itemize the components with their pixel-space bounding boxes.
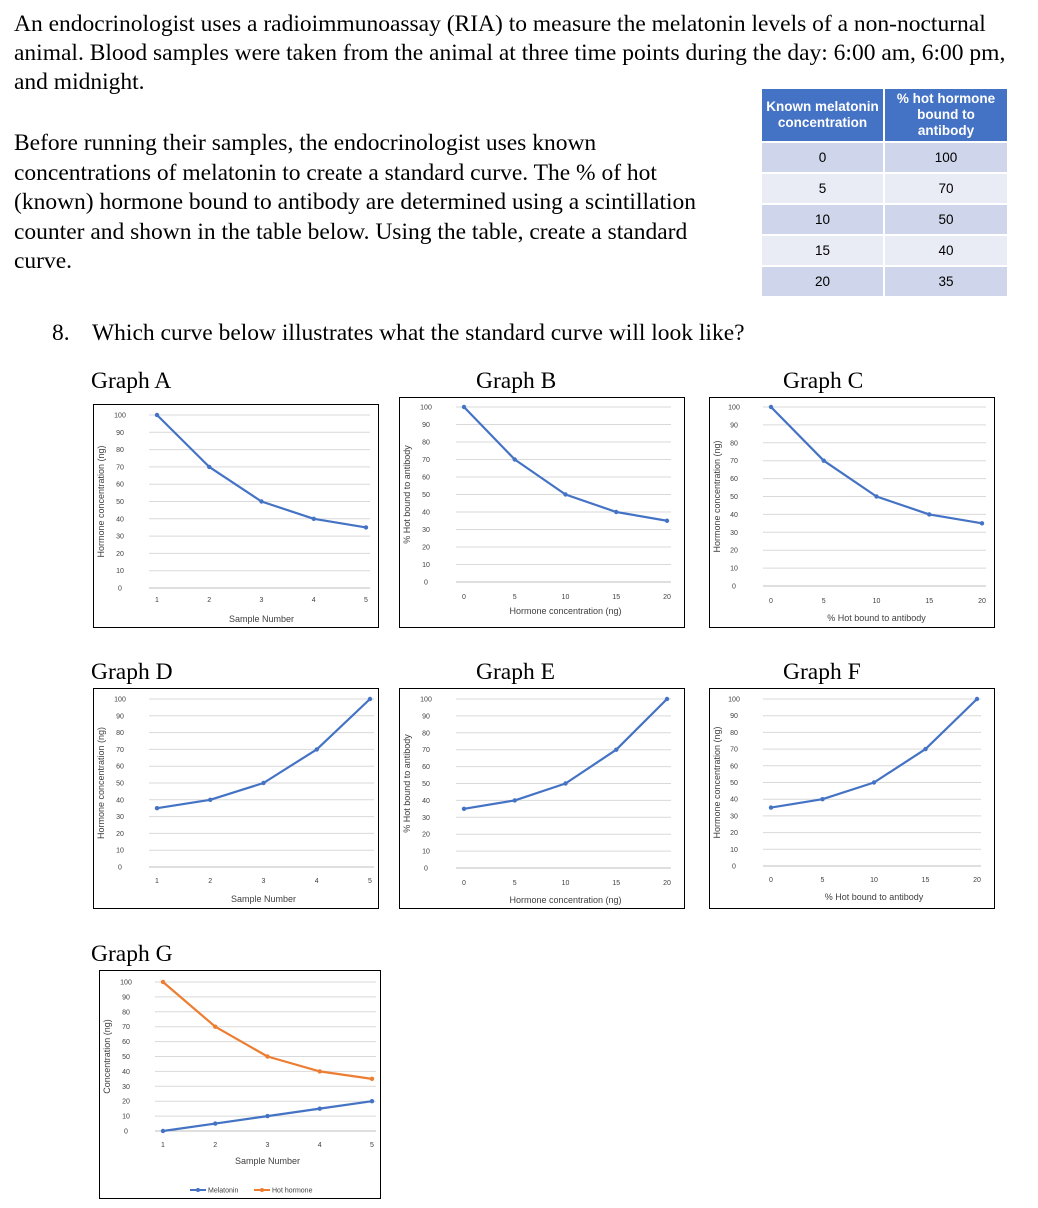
y-tick-label: 100	[420, 696, 432, 704]
y-axis-title: Concentration (ng)	[102, 1019, 112, 1094]
y-tick-label: 30	[422, 814, 430, 822]
data-point	[213, 1025, 217, 1029]
x-tick-label: 15	[925, 598, 934, 605]
y-tick-label: 10	[422, 848, 430, 856]
graph-e-title: Graph E	[476, 659, 555, 685]
y-tick-label: 100	[114, 412, 126, 420]
data-point	[872, 780, 876, 784]
y-tick-label: 20	[122, 1098, 130, 1106]
y-tick-label: 100	[420, 404, 432, 412]
x-tick-label: 10	[870, 877, 878, 884]
data-point	[563, 781, 567, 785]
y-axis-title: % Hot bound to antibody	[402, 445, 412, 544]
table-cell: 100	[885, 143, 1007, 172]
data-point	[318, 1069, 322, 1073]
data-point	[614, 748, 618, 752]
data-point	[207, 465, 211, 469]
y-tick-label: 30	[730, 529, 738, 537]
x-tick-label: 10	[872, 598, 881, 605]
table-row	[762, 143, 1007, 172]
table-cell: 70	[885, 174, 1007, 203]
x-axis-title: Hormone concentration (ng)	[509, 606, 622, 616]
table-row	[762, 236, 1007, 265]
y-tick-label: 90	[122, 994, 130, 1002]
x-tick-label: 20	[663, 594, 671, 601]
x-axis-title: Hormone concentration (ng)	[509, 895, 622, 905]
data-point	[259, 499, 263, 503]
x-tick-label: 20	[978, 598, 986, 605]
x-tick-label: 1	[155, 878, 159, 885]
table-cell: 5	[762, 174, 883, 203]
y-tick-label: 0	[732, 583, 736, 591]
legend-marker	[196, 1188, 200, 1192]
y-tick-label: 60	[116, 763, 124, 771]
x-tick-label: 20	[663, 880, 671, 887]
x-tick-label: 10	[561, 880, 570, 887]
graph-f-title: Graph F	[783, 659, 861, 685]
y-tick-label: 100	[114, 696, 126, 704]
x-tick-label: 2	[208, 878, 213, 885]
data-point	[665, 519, 669, 523]
standard-curve-instructions: Before running their samples, the endocrinologist uses known concentrations of melatonin to create a standard curve. The % of hot (known) hormone bound to antibody are determined using a scintillation counter and shown in the table below. Using the table, create a standard curve.	[14, 130, 697, 275]
data-point	[513, 457, 517, 461]
y-tick-label: 80	[116, 730, 124, 738]
y-tick-label: 40	[422, 797, 430, 805]
question-number: 8.	[52, 320, 70, 346]
x-axis-title: % Hot bound to antibody	[824, 892, 924, 902]
graph-b-chart	[399, 397, 685, 628]
y-tick-label: 50	[116, 780, 124, 788]
y-tick-label: 50	[122, 1054, 130, 1061]
y-tick-label: 30	[116, 533, 124, 541]
y-tick-label: 0	[118, 585, 122, 593]
data-point	[874, 494, 878, 498]
data-point	[975, 697, 979, 701]
graph-f-chart	[709, 688, 995, 909]
x-tick-label: 5	[820, 877, 825, 884]
x-tick-label: 0	[769, 877, 773, 884]
graph-c-title: Graph C	[783, 368, 864, 394]
y-tick-label: 50	[730, 780, 738, 787]
y-tick-label: 90	[116, 429, 124, 437]
y-tick-label: 0	[118, 864, 122, 872]
graph-c-chart	[709, 397, 995, 628]
x-tick-label: 5	[364, 597, 368, 604]
y-tick-label: 30	[116, 814, 124, 822]
x-tick-label: 15	[612, 880, 621, 887]
table-row	[762, 174, 1007, 203]
x-tick-label: 3	[259, 597, 264, 604]
y-tick-label: 0	[424, 579, 428, 587]
y-tick-label: 20	[116, 830, 124, 838]
y-tick-label: 90	[422, 422, 430, 429]
y-tick-label: 0	[732, 863, 736, 871]
y-tick-label: 80	[122, 1009, 130, 1017]
y-tick-label: 80	[422, 439, 430, 447]
y-tick-label: 40	[422, 509, 430, 517]
graph-e-chart	[399, 688, 685, 909]
y-tick-label: 90	[730, 422, 738, 430]
y-tick-label: 40	[122, 1068, 130, 1076]
x-tick-label: 5	[368, 878, 372, 885]
y-tick-label: 10	[122, 1113, 130, 1121]
table-cell: 10	[762, 205, 883, 234]
y-tick-label: 90	[422, 713, 430, 721]
data-point	[312, 517, 316, 521]
table-cell: 15	[762, 236, 883, 265]
data-point	[368, 697, 372, 701]
y-tick-label: 0	[124, 1128, 128, 1136]
x-tick-label: 5	[512, 880, 517, 887]
y-tick-label: 20	[116, 550, 124, 558]
y-tick-label: 80	[422, 730, 430, 738]
x-tick-label: 0	[462, 594, 466, 601]
x-tick-label: 15	[612, 594, 621, 601]
y-tick-label: 70	[122, 1024, 130, 1032]
y-axis-title: Hormone concentration (ng)	[96, 445, 106, 558]
graph-d-chart	[93, 688, 379, 909]
data-point	[370, 1077, 374, 1081]
data-point	[462, 405, 466, 409]
y-tick-label: 50	[422, 781, 430, 788]
y-tick-label: 50	[730, 494, 738, 501]
graph-a-chart	[93, 404, 379, 628]
data-point	[614, 510, 618, 514]
y-tick-label: 30	[422, 527, 430, 534]
data-point	[563, 492, 567, 496]
y-tick-label: 30	[122, 1083, 130, 1091]
data-point	[318, 1106, 322, 1110]
table-cell: 40	[885, 236, 1007, 265]
y-tick-label: 90	[116, 713, 124, 721]
y-tick-label: 50	[116, 499, 124, 506]
x-tick-label: 2	[207, 597, 212, 604]
y-axis-title: % Hot bound to antibody	[402, 734, 412, 833]
question-8	[52, 320, 745, 347]
data-point	[462, 807, 466, 811]
y-tick-label: 10	[116, 568, 124, 576]
data-point	[927, 512, 931, 516]
y-tick-label: 40	[116, 516, 124, 524]
data-point	[265, 1054, 269, 1058]
graph-g-chart	[99, 970, 381, 1199]
data-point	[769, 405, 773, 409]
y-tick-label: 60	[422, 474, 430, 482]
y-tick-label: 70	[422, 747, 430, 755]
x-tick-label: 3	[261, 878, 266, 885]
data-point	[769, 805, 773, 809]
y-tick-label: 100	[728, 404, 740, 412]
y-tick-label: 60	[730, 476, 738, 484]
table-row	[762, 205, 1007, 234]
y-tick-label: 60	[122, 1039, 130, 1047]
data-point	[208, 798, 212, 802]
y-tick-label: 100	[120, 979, 132, 987]
y-tick-label: 40	[730, 796, 738, 804]
x-axis-title: Sample Number	[230, 894, 297, 904]
data-point	[315, 747, 319, 751]
y-tick-label: 70	[422, 457, 430, 464]
y-tick-label: 70	[730, 746, 738, 754]
graph-b-title: Graph B	[476, 368, 557, 394]
y-tick-label: 20	[422, 831, 430, 839]
table-cell: 50	[885, 205, 1007, 234]
question-text: Which curve below illustrates what the standard curve will look like?	[92, 320, 745, 346]
y-tick-label: 80	[730, 440, 738, 448]
graph-d-title: Graph D	[91, 659, 173, 685]
data-point	[161, 980, 165, 984]
intro-paragraph: An endocrinologist uses a radioimmunoassay (RIA) to measure the melatonin levels of a non-nocturnal animal. Blood samples were taken from the animal at three time points during the day: 6:00 am, 6:00 pm, and midnight.	[14, 11, 1006, 95]
table-cell: 35	[885, 267, 1007, 296]
y-tick-label: 10	[422, 562, 430, 569]
table-header-hot-hormone-bound: % hot hormone bound to antibody	[885, 89, 1007, 141]
table-row	[762, 267, 1007, 296]
x-tick-label: 0	[462, 880, 466, 887]
data-point	[980, 521, 984, 525]
graph-a-title: Graph A	[91, 368, 172, 394]
y-tick-label: 10	[730, 846, 738, 854]
y-tick-label: 80	[730, 729, 738, 737]
y-tick-label: 30	[730, 813, 738, 821]
table-cell: 20	[762, 267, 883, 296]
x-tick-label: 4	[317, 1142, 322, 1149]
y-tick-label: 60	[422, 764, 430, 772]
x-tick-label: 5	[821, 598, 826, 605]
y-tick-label: 10	[730, 565, 738, 573]
x-tick-label: 3	[265, 1142, 270, 1149]
data-point	[822, 459, 826, 463]
y-tick-label: 10	[116, 847, 124, 855]
data-point	[820, 797, 824, 801]
data-point	[155, 806, 159, 810]
x-tick-label: 15	[921, 877, 930, 884]
y-tick-label: 70	[116, 746, 124, 754]
data-point	[161, 1129, 165, 1133]
y-tick-label: 60	[116, 481, 124, 489]
x-tick-label: 4	[311, 597, 316, 604]
data-point	[364, 525, 368, 529]
y-tick-label: 70	[730, 458, 738, 466]
data-point	[513, 798, 517, 802]
y-tick-label: 80	[116, 447, 124, 455]
graph-g-title: Graph G	[91, 941, 173, 967]
y-tick-label: 90	[730, 713, 738, 721]
y-tick-label: 40	[730, 511, 738, 519]
data-point	[923, 747, 927, 751]
table-header-known-concentration: Known melatonin concentration	[762, 89, 883, 141]
y-tick-label: 100	[728, 696, 740, 704]
x-tick-label: 10	[561, 594, 570, 601]
data-point	[265, 1114, 269, 1118]
y-tick-label: 20	[422, 544, 430, 552]
x-tick-label: 20	[973, 877, 981, 884]
x-tick-label: 1	[161, 1142, 165, 1149]
y-tick-label: 40	[116, 797, 124, 805]
x-axis-title: % Hot bound to antibody	[827, 613, 926, 623]
x-tick-label: 2	[213, 1142, 218, 1149]
x-axis-title: Sample Number	[234, 1156, 301, 1166]
legend-label: Melatonin	[208, 1187, 239, 1195]
x-tick-label: 5	[512, 594, 517, 601]
y-axis-title: Hormone concentration (ng)	[96, 726, 106, 840]
y-tick-label: 20	[730, 830, 738, 838]
data-point	[665, 697, 669, 701]
x-tick-label: 1	[155, 597, 159, 604]
x-tick-label: 5	[370, 1142, 374, 1149]
y-axis-title: Hormone concentration (ng)	[712, 440, 722, 553]
legend-label: Hot hormone	[272, 1187, 313, 1195]
data-point	[213, 1121, 217, 1125]
y-tick-label: 60	[730, 763, 738, 771]
y-tick-label: 0	[424, 865, 428, 873]
y-tick-label: 50	[422, 492, 430, 499]
x-tick-label: 4	[314, 878, 319, 885]
table-cell: 0	[762, 143, 883, 172]
x-axis-title: Sample Number	[228, 614, 295, 624]
x-tick-label: 0	[769, 598, 773, 605]
data-point	[261, 781, 265, 785]
data-point	[155, 413, 159, 417]
data-point	[370, 1099, 374, 1103]
y-tick-label: 70	[116, 464, 124, 472]
y-axis-title: Hormone concentration (ng)	[712, 726, 722, 839]
y-tick-label: 20	[730, 547, 738, 555]
legend-marker	[260, 1188, 264, 1192]
standard-curve-table	[760, 87, 1009, 298]
